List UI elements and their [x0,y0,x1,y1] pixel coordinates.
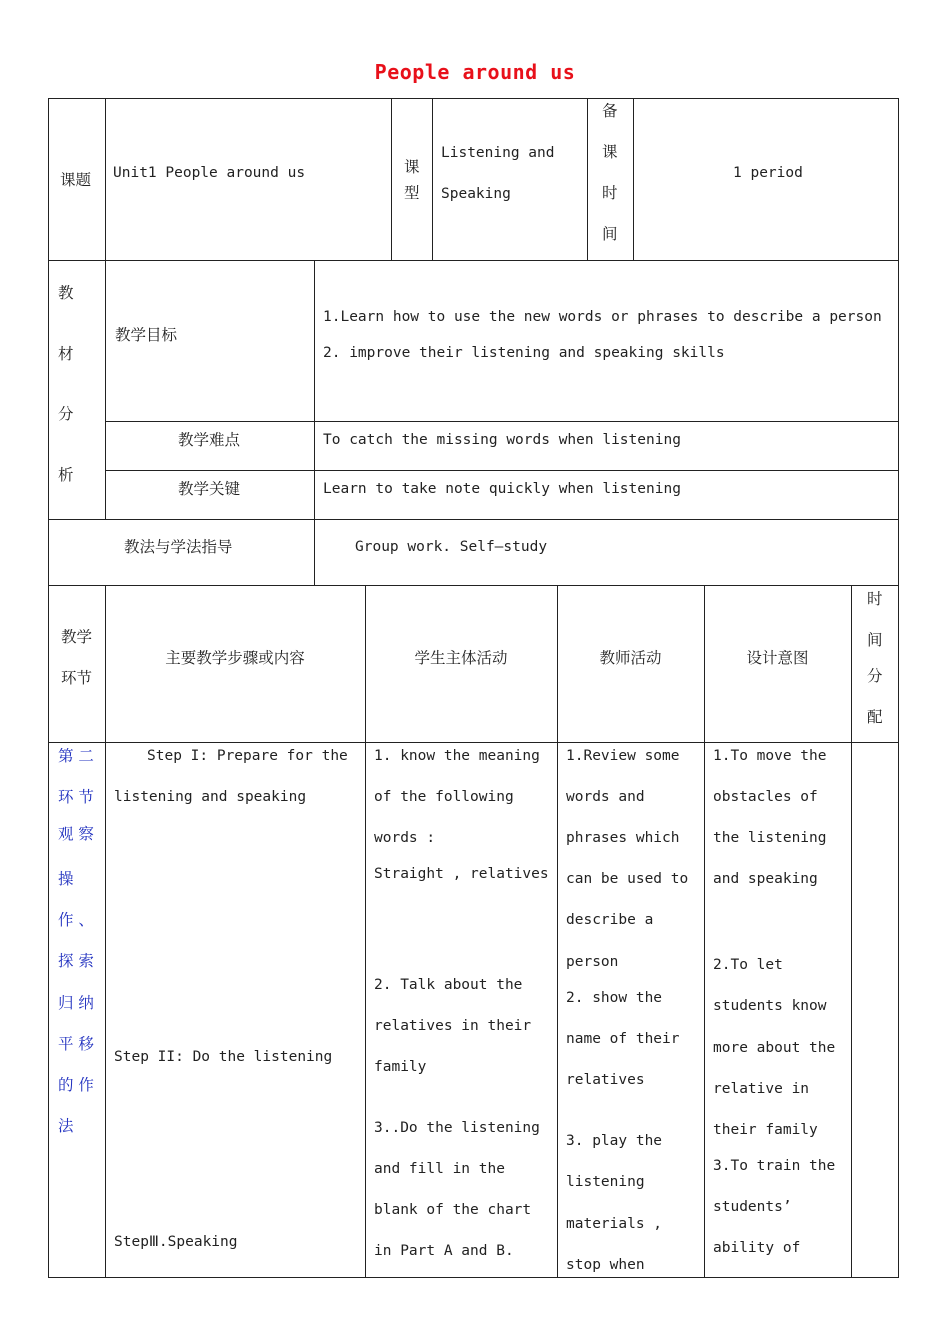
student-1-line: words : [374,830,436,846]
difficulty-value: To catch the missing words when listening [323,432,681,448]
method-value: Group work. Self—study [355,539,548,555]
intent-3-line: 3.To train the [713,1158,836,1174]
student-2-line: 2. Talk about the [374,977,523,993]
analysis-label-2: 材 [58,345,74,363]
teacher-1-line: words and [566,789,645,805]
teacher-3-line: 3. play the [566,1133,663,1149]
teacher-3-line: stop when [566,1257,645,1273]
teacher-2-line: name of their [566,1031,680,1047]
goal-label: 教学目标 [115,326,178,344]
student-3-line: 3..Do the listening [374,1120,540,1136]
analysis-label-3: 分 [58,405,74,423]
goal-line-2: 2. improve their listening and speaking skills [323,345,725,361]
prep-label-4: 间 [602,225,618,243]
intent-1-line: and speaking [713,871,818,887]
intent-2-line: 2.To let [713,957,783,973]
method-label: 教法与学法指导 [124,538,233,556]
goal-line-1: 1.Learn how to use the new words or phrases to describe a person [323,309,882,325]
intent-2-line: relative in [713,1081,810,1097]
intent-2-line: more about the [713,1040,836,1056]
intent-2-line: students know [713,998,827,1014]
student-3-line: in Part A and B. [374,1243,514,1259]
step-2: Step II: Do the listening [114,1049,333,1065]
difficulty-label: 教学难点 [178,431,241,449]
stage-line: 归 纳 [58,994,94,1012]
intent-1-line: 1.To move the [713,748,827,764]
type-value-line-2: Speaking [441,186,511,202]
intent-3-line: ability of [713,1240,801,1256]
type-value-line-1: Listening and [441,145,555,161]
stage-line: 平 移 [58,1035,94,1053]
student-1-line: 1. know the meaning [374,748,540,764]
type-label-1: 课 [404,158,420,176]
topic-label: 课题 [60,171,92,189]
step-3: StepⅢ.Speaking [114,1234,238,1250]
col-teacher: 教师活动 [599,649,662,667]
analysis-label-4: 析 [58,466,74,484]
table-frame [48,98,899,1278]
prep-value: 1 period [733,165,803,181]
intent-2-line: their family [713,1122,818,1138]
topic-value: Unit1 People around us [113,165,306,181]
student-2-line: family [374,1059,427,1075]
intent-1-line: obstacles of [713,789,818,805]
analysis-label-1: 教 [58,284,74,302]
stage-line: 作 、 [58,911,94,929]
prep-label-2: 课 [602,143,618,161]
stage-line: 的 作 [58,1076,94,1094]
col-intent: 设计意图 [746,649,809,667]
intent-1-line: the listening [713,830,827,846]
stage-line: 第 二 [58,747,94,765]
stage-line: 环 节 [58,788,94,806]
teacher-3-line: listening [566,1174,645,1190]
student-1-line: of the following [374,789,514,805]
col-stage-2: 环节 [61,669,93,687]
type-label-2: 型 [404,184,420,202]
student-3-line: and fill in the [374,1161,505,1177]
key-label: 教学关键 [178,480,241,498]
teacher-1-line: phrases which [566,830,680,846]
stage-line: 探 索 [58,952,94,970]
col-time-3: 分 [867,667,883,685]
teacher-2-line: relatives [566,1072,645,1088]
col-student: 学生主体活动 [414,649,508,667]
col-steps: 主要教学步骤或内容 [165,649,305,667]
col-time-2: 间 [867,631,883,649]
prep-label-1: 备 [602,102,618,120]
teacher-1-line: can be used to [566,871,689,887]
stage-line: 法 [58,1117,74,1135]
student-2-line: relatives in their [374,1018,532,1034]
teacher-1-line: 1.Review some [566,748,680,764]
key-value: Learn to take note quickly when listening [323,481,681,497]
student-3-line: blank of the chart [374,1202,532,1218]
student-1-line: Straight , relatives [374,866,549,882]
teacher-1-line: describe a [566,912,654,928]
teacher-3-line: materials , [566,1216,663,1232]
teacher-1-line: person [566,954,619,970]
col-time-4: 配 [867,708,883,726]
prep-label-3: 时 [602,184,618,202]
stage-line: 观 察 [58,825,94,843]
teacher-2-line: 2. show the [566,990,663,1006]
col-time-1: 时 [867,590,883,608]
step-1-line-2: listening and speaking [114,789,307,805]
stage-line: 操 [58,870,74,888]
intent-3-line: students’ [713,1199,792,1215]
col-stage-1: 教学 [61,628,93,646]
step-1-line-1: Step I: Prepare for the [147,748,348,764]
page-title: People around us [374,60,576,84]
